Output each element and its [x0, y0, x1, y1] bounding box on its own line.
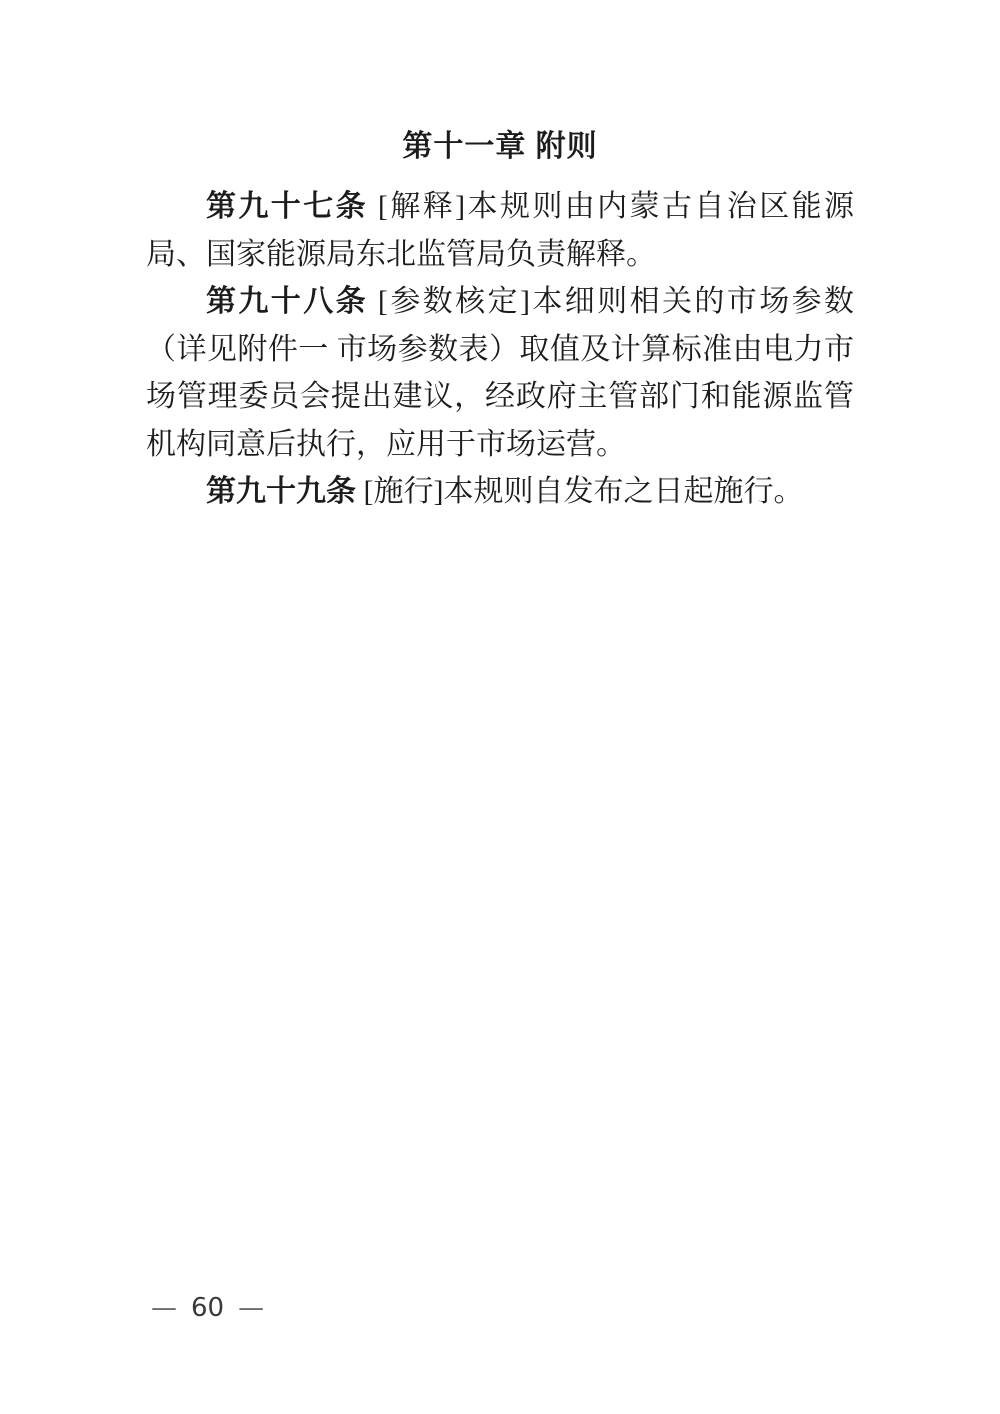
article-text: [解释]本规则由内蒙古自治区能源局、国家能源局东北监管局负责解释。	[146, 190, 854, 271]
footer-right-dash: —	[238, 1293, 265, 1323]
page-footer	[151, 1293, 264, 1323]
article-text: [参数核定]本细则相关的市场参数（详见附件一 市场参数表）取值及计算标准由电力市场管理委员会提出建议，经政府主管部门和能源监管机构同意后执行，应用于市场运营。	[146, 285, 854, 461]
article-number: 第九十九条	[206, 475, 356, 508]
article-text: [施行]本规则自发布之日起施行。	[356, 475, 804, 508]
paragraph-article-98	[146, 278, 854, 468]
document-body	[146, 131, 854, 516]
paragraph-article-97	[146, 183, 854, 278]
page-number: 60	[191, 1293, 225, 1323]
chapter-title: 第十一章 附则	[402, 130, 598, 163]
paragraph-article-99	[146, 468, 854, 516]
article-number: 第九十七条	[206, 190, 369, 223]
article-number: 第九十八条	[206, 285, 369, 318]
footer-left-dash: —	[151, 1293, 177, 1323]
